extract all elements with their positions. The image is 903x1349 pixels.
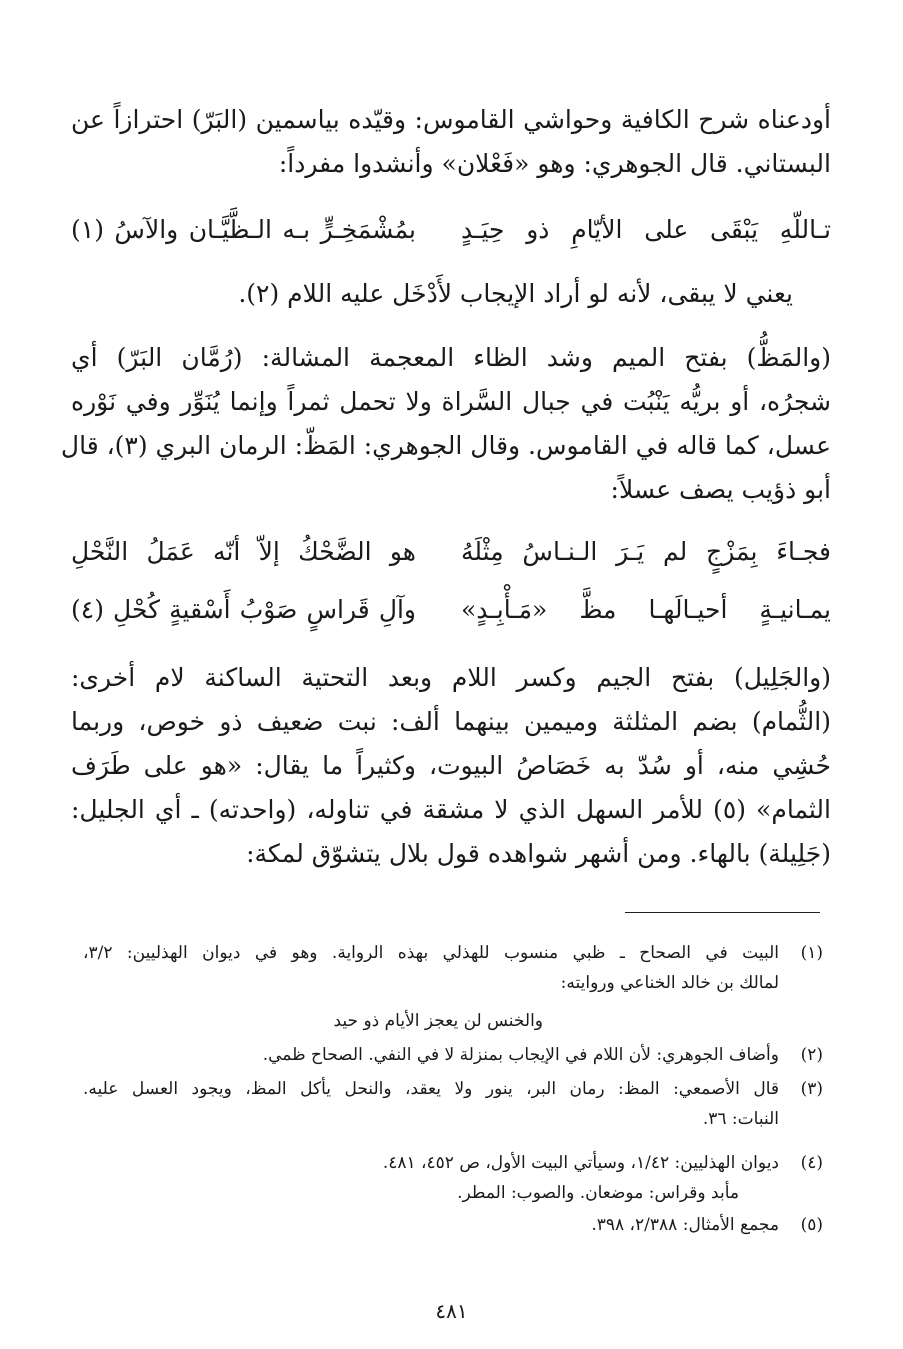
footnote-number: (٤) <box>800 1153 823 1173</box>
body-line: (الثُّمام) بضم المثلثة وميمين بينهما ألف: نبت ضعيف ذو خوص، وربما <box>71 707 831 736</box>
footnote-text: والخنس لن يعجز الأيام ذو حيد <box>333 1011 543 1031</box>
footnote-text: مأبد وقراس: موضعان. والصوب: المطر. <box>457 1183 739 1203</box>
body-line: (والجَلِيل) بفتح الجيم وكسر اللام وبعد التحتية الساكنة لام أخرى: <box>71 663 831 692</box>
body-line: (جَلِيلة) بالهاء. ومن أشهر شواهده قول بلال يتشوّق لمكة: <box>246 839 831 868</box>
footnote-text: البيت في الصحاح ـ ظبي منسوب للهذلي بهذه الرواية. وهو في ديوان الهذليين: ٣/٢، <box>83 943 779 963</box>
verse-line <box>71 530 831 574</box>
verse-hemistich-first: فجـاءَ بِمَزْجٍ لم يَـرَ الـنـاسُ مِثْلَهُ <box>461 537 831 566</box>
body-line: أودعناه شرح الكافية وحواشي القاموس: وقيّده بياسمين (البَرّ) احترازاً عن <box>71 105 831 134</box>
footnote-number: (٢) <box>800 1045 823 1065</box>
footnote-text: مجمع الأمثال: ٢/٣٨٨، ٣٩٨. <box>591 1215 779 1235</box>
verse-hemistich-second: وآلِ قَراسٍ صَوْبُ أَسْقيةٍ كُحْلِ (٤) <box>71 595 416 624</box>
page-number: ٤٨١ <box>435 1299 468 1323</box>
verse-line <box>71 588 831 632</box>
body-line: عسل، كما قاله في القاموس. وقال الجوهري: المَظّ: الرمان البري (٣)، قال <box>60 431 831 460</box>
body-line: البستاني. قال الجوهري: وهو «فَعْلان» وأنشدوا مفرداً: <box>278 149 831 178</box>
footnote-text: النبات: ٣٦. <box>702 1109 779 1129</box>
verse-hemistich-first: تـاللّهِ يَبْقَى على الأيّامِ ذو حِيَـدٍ <box>461 215 831 244</box>
footnote-verse <box>83 1006 823 1036</box>
body-line: (والمَظُّ) بفتح الميم وشد الظاء المعجمة المشالة: (رُمَّان البَرّ) أي <box>71 343 831 372</box>
verse-hemistich-first: يمـانيـةٍ أحيـالَهـا مظَّ «مَـأْبِـدٍ» <box>461 595 831 624</box>
footnote-divider <box>625 912 820 913</box>
footnote-number: (٥) <box>800 1215 823 1235</box>
verse-line <box>71 208 831 252</box>
verse-hemistich-second: هو الضَّحْكُ إلاّ أنّه عَمَلُ النَّحْلِ <box>71 537 416 566</box>
body-line: يعني لا يبقى، لأنه لو أراد الإيجاب لأَدْخَل عليه اللام (٢). <box>238 279 793 308</box>
footnote-text: ديوان الهذليين: ١/٤٢، وسيأتي البيت الأول، ص ٤٥٢، ٤٨١. <box>382 1153 779 1173</box>
footnote-text: قال الأصمعي: المظ: رمان البر، ينور ولا يعقد، والنحل يأكل المظ، ويجود العسل عليه. <box>83 1079 779 1099</box>
verse-hemistich-second: بمُشْمَخِـرٍّ بـه الـظَّيَّـان والآسُ (١) <box>71 215 416 244</box>
footnote <box>83 938 823 998</box>
footnote-text: لمالك بن خالد الخناعي وروايته: <box>560 973 779 993</box>
footnote <box>83 1040 823 1070</box>
footnote <box>83 1210 823 1240</box>
footnote <box>83 1148 823 1208</box>
body-line: حُشِي منه، أو سُدّ به خَصَاصُ البيوت، وكثيراً ما يقال: «هو على طَرَف <box>71 751 831 780</box>
footnote-number: (١) <box>800 943 823 963</box>
footnote <box>83 1074 823 1134</box>
footnote-number: (٣) <box>800 1079 823 1099</box>
body-line: الثمام» (٥) للأمر السهل الذي لا مشقة في تناوله، (واحدته) ـ أي الجليل: <box>71 795 832 824</box>
footnote-text: وأضاف الجوهري: لأن اللام في الإيجاب بمنزلة لا في النفي. الصحاح ظمي. <box>262 1045 779 1065</box>
body-line: أبو ذؤيب يصف عسلاً: <box>610 475 831 504</box>
body-line: شجرُه، أو بريُّه يَنْبُت في جبال السَّراة ولا تحمل ثمراً وإنما يُنَوِّر وفي نَوْره <box>71 387 831 416</box>
